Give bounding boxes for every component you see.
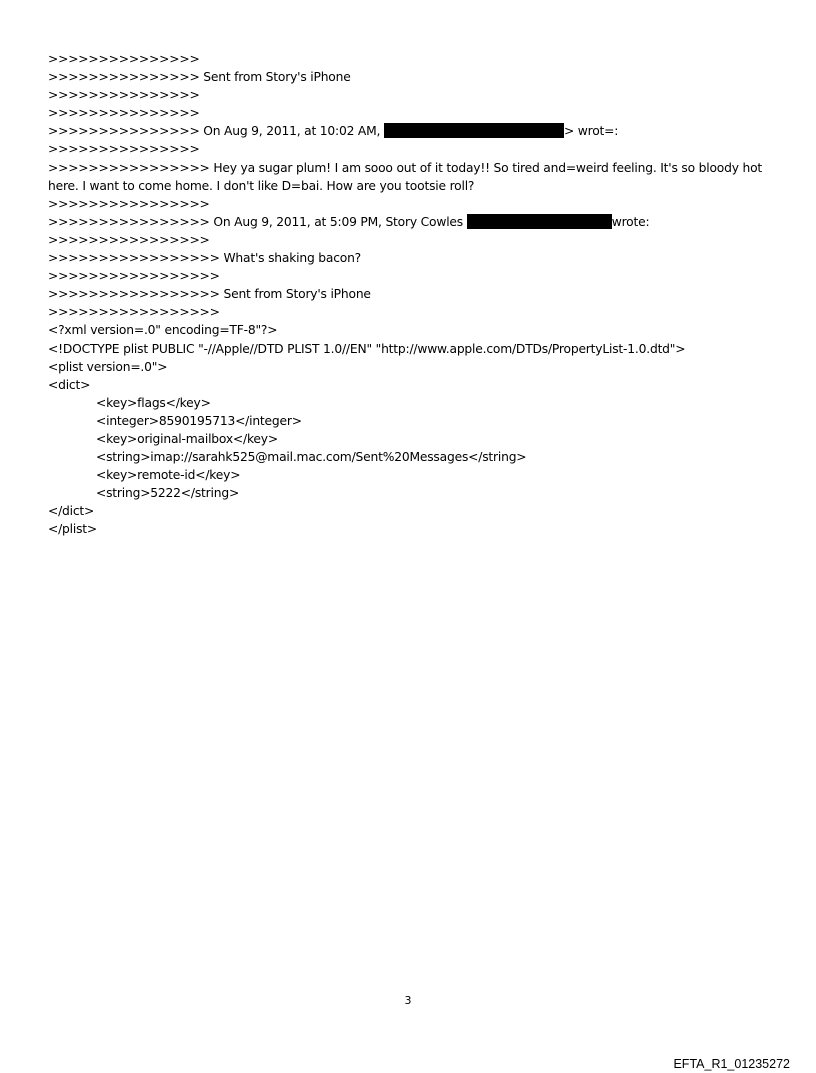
message-paragraph: >>>>>>>>>>>>>>>> Hey ya sugar plum! I am sooo out of it today!! So tired and=weird feeling. It's so bloody hot here. I want to come home. I don't like D=bai. How are you tootsie roll? — [48, 160, 763, 193]
dict-close-tag: </dict> — [48, 504, 95, 519]
text-line: >>>>>>>>>>>>>>> — [48, 52, 200, 66]
text-line: >>>>>>>>>>>>>>>> — [48, 232, 210, 247]
plist-open-tag: <plist version=.0"> — [48, 359, 168, 374]
plist-entry: <string>5222</string> — [96, 486, 240, 501]
plist-close-tag: </plist> — [48, 522, 98, 537]
text-line: >>>>>>>>>>>>>>>>> — [48, 269, 220, 284]
text-line: >>>>>>>>>>>>>>> — [48, 88, 200, 103]
bates-number: EFTA_R1_01235272 — [673, 1057, 790, 1071]
plist-entry: <integer>8590195713</integer> — [96, 413, 302, 428]
quote-header-suffix: wrote: — [611, 214, 650, 229]
text-line: >>>>>>>>>>>>>>>>> — [48, 305, 220, 320]
doctype-line: <!DOCTYPE plist PUBLIC "-//Apple//DTD PLIST 1.0//EN" "http://www.apple.com/DTDs/PropertyList-1.0.dtd"> — [48, 341, 686, 356]
dict-open-tag: <dict> — [48, 377, 91, 392]
plist-entry: <key>flags</key> — [96, 395, 211, 410]
quote-header-suffix: > wrot=: — [563, 124, 619, 139]
text-line: >>>>>>>>>>>>>>>>> What's shaking bacon? — [48, 251, 361, 266]
text-line: >>>>>>>>>>>>>>>>> Sent from Story's iPhone — [48, 287, 371, 302]
quote-header-text: >>>>>>>>>>>>>>> On Aug 9, 2011, at 10:02 AM, — [48, 124, 384, 139]
plist-entry: <key>original-mailbox</key> — [96, 431, 278, 446]
quote-header-line — [48, 213, 768, 231]
redaction-box — [384, 123, 564, 138]
plist-entry: <string>imap://sarahk525@mail.mac.com/Sent%20Messages</string> — [96, 450, 527, 465]
quote-header-line — [48, 122, 768, 140]
plist-entry: <key>remote-id</key> — [96, 468, 241, 483]
text-line: >>>>>>>>>>>>>>> — [48, 106, 200, 121]
text-line: >>>>>>>>>>>>>>>> — [48, 196, 210, 211]
quote-header-text: >>>>>>>>>>>>>>>> On Aug 9, 2011, at 5:09 PM, Story Cowles — [48, 214, 467, 229]
page-number: 3 — [404, 994, 412, 1007]
text-line: >>>>>>>>>>>>>>> Sent from Story's iPhone — [48, 70, 351, 85]
text-line: >>>>>>>>>>>>>>> — [48, 142, 200, 157]
xml-declaration: <?xml version=.0" encoding=TF-8"?> — [48, 323, 278, 338]
redaction-box — [467, 214, 612, 229]
email-body — [48, 50, 768, 539]
